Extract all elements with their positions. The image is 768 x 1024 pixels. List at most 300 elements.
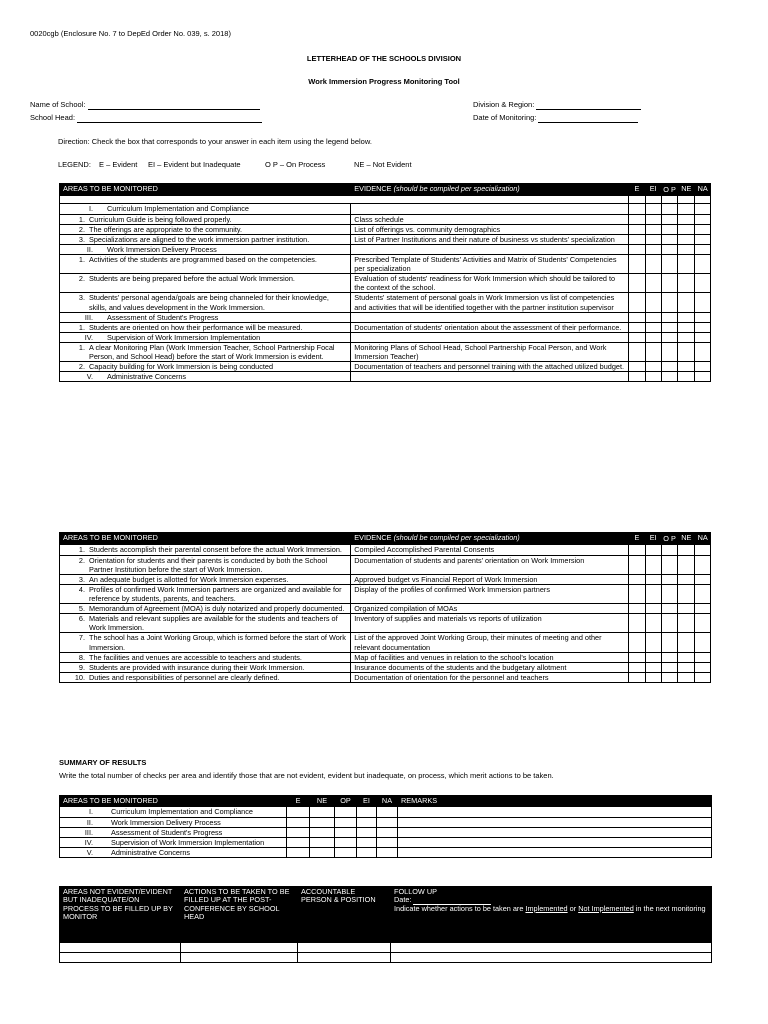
summary-e-cell[interactable] — [287, 847, 310, 857]
checkbox-na[interactable] — [694, 204, 710, 214]
checkbox-ei[interactable] — [645, 274, 661, 293]
table-row — [60, 343, 711, 362]
evidence-cell: Class schedule — [351, 214, 629, 224]
evidence-cell: Organized compilation of MOAs — [351, 604, 629, 614]
checkbox-e[interactable] — [629, 343, 645, 362]
checkbox-op[interactable] — [661, 312, 677, 322]
checkbox-ne[interactable] — [678, 322, 694, 332]
checkbox-ei[interactable] — [645, 372, 661, 382]
summary-row — [60, 807, 712, 817]
summary-op-cell[interactable] — [335, 837, 357, 847]
checkbox-op[interactable] — [661, 362, 677, 372]
item-text: Work Immersion Delivery Process — [107, 244, 217, 254]
item-text: Students are oriented on how their performance will be measured. — [89, 322, 303, 332]
checkbox-ne[interactable] — [678, 672, 694, 682]
checkbox-ei[interactable] — [645, 224, 661, 234]
checkbox-ne[interactable] — [678, 633, 694, 652]
checkbox-na[interactable] — [694, 293, 710, 312]
item-number: 1. — [78, 322, 85, 332]
area-cell — [60, 604, 351, 614]
item-text: Supervision of Work Immersion Implementation — [107, 332, 261, 342]
header-areas: AREAS TO BE MONITORED — [60, 184, 351, 196]
evidence-cell — [351, 204, 629, 214]
section-row — [60, 204, 711, 214]
summary-ne-cell[interactable] — [310, 817, 335, 827]
item-text: Memorandum of Agreement (MOA) is duly notarized and properly documented. — [89, 604, 345, 614]
evidence-cell: List of offerings vs. community demographics — [351, 224, 629, 234]
area-cell — [60, 545, 351, 555]
evidence-cell: Display of the profiles of confirmed Work Immersion partners — [351, 584, 629, 603]
table-row — [60, 545, 711, 555]
checkbox-e[interactable] — [629, 372, 645, 382]
checkbox-ne[interactable] — [678, 204, 694, 214]
summary-ei-cell[interactable] — [357, 837, 377, 847]
checkbox-na[interactable] — [694, 614, 710, 633]
table-row — [60, 672, 711, 682]
checkbox-ne[interactable] — [678, 584, 694, 603]
checkbox-e[interactable] — [629, 574, 645, 584]
checkbox-na[interactable] — [694, 214, 710, 224]
summary-e-cell[interactable] — [287, 827, 310, 837]
checkbox-e[interactable] — [629, 204, 645, 214]
checkbox-ei[interactable] — [645, 604, 661, 614]
school-name-field[interactable] — [30, 101, 260, 110]
summary-e-cell[interactable] — [287, 837, 310, 847]
summary-na-cell[interactable] — [377, 827, 398, 837]
checkbox-na[interactable] — [694, 555, 710, 574]
legend-label: LEGEND: — [58, 160, 91, 169]
checkbox-ei[interactable] — [645, 633, 661, 652]
area-cell — [60, 255, 351, 274]
summary-header-op: OP — [335, 796, 357, 807]
checkbox-ei[interactable] — [645, 204, 661, 214]
checkbox-op[interactable] — [661, 343, 677, 362]
checkbox-ei[interactable] — [645, 234, 661, 244]
evidence-cell: Documentation of students and parents' orientation on Work Immersion — [351, 555, 629, 574]
checkbox-ne[interactable] — [678, 312, 694, 322]
item-number: 3. — [78, 293, 85, 303]
checkbox-na[interactable] — [694, 224, 710, 234]
summary-area-cell — [60, 827, 287, 837]
area-cell — [60, 332, 351, 342]
area-cell — [60, 204, 351, 214]
checkbox-na[interactable] — [694, 255, 710, 274]
section-row — [60, 332, 711, 342]
action-row — [60, 943, 712, 953]
legend-ne: NE – Not Evident — [354, 160, 412, 169]
checkbox-e[interactable] — [629, 332, 645, 342]
item-text: An adequate budget is allotted for Work Immersion expenses. — [89, 574, 289, 584]
checkbox-e[interactable] — [629, 555, 645, 574]
checkbox-ne[interactable] — [678, 274, 694, 293]
item-number: 2. — [78, 224, 85, 234]
item-number: I. — [88, 204, 93, 214]
checkbox-na[interactable] — [694, 584, 710, 603]
summary-header-remarks: REMARKS — [398, 796, 712, 807]
checkbox-op[interactable] — [661, 234, 677, 244]
summary-remarks-cell[interactable] — [398, 847, 712, 857]
legend-op: O P – On Process — [265, 160, 326, 169]
item-text: Curriculum Guide is being followed properly. — [89, 214, 232, 224]
checkbox-na[interactable] — [694, 633, 710, 652]
checkbox-e[interactable] — [629, 234, 645, 244]
checkbox-na[interactable] — [694, 372, 710, 382]
item-number: 9. — [78, 662, 85, 672]
summary-remarks-cell[interactable] — [398, 807, 712, 817]
summary-instruction: Write the total number of checks per area and identify those that are not evident, evident but inadequate, on process, which merit actions to be taken. — [59, 771, 554, 780]
header-op: O P — [663, 185, 676, 194]
checkbox-ne[interactable] — [678, 362, 694, 372]
summary-remarks-cell[interactable] — [398, 817, 712, 827]
summary-ei-cell[interactable] — [357, 847, 377, 857]
table-row — [60, 614, 711, 633]
document-reference: 0020cgb (Enclosure No. 7 to DepEd Order No. 039, s. 2018) — [30, 29, 231, 38]
action-row — [60, 953, 712, 963]
section-row — [60, 312, 711, 322]
summary-ne-cell[interactable] — [310, 827, 335, 837]
area-cell — [60, 274, 351, 293]
checkbox-na[interactable] — [694, 652, 710, 662]
item-number: I. — [88, 807, 93, 817]
summary-title: SUMMARY OF RESULTS — [59, 758, 147, 767]
action-header-areas: AREAS NOT EVIDENT/EVIDENT BUT INADEQUATE/ON PROCESS TO BE FILLED UP BY MONITOR — [60, 887, 181, 943]
item-text: The offerings are appropriate to the community. — [89, 224, 243, 234]
checkbox-ei[interactable] — [645, 255, 661, 274]
area-cell — [60, 372, 351, 382]
summary-header-e: E — [287, 796, 310, 807]
evidence-cell: Insurance documents of the students and the budgetary allotment — [351, 662, 629, 672]
area-cell — [60, 244, 351, 254]
table-header-row — [60, 533, 711, 545]
checkbox-ei[interactable] — [645, 652, 661, 662]
item-number: III. — [84, 312, 93, 322]
checkbox-ne[interactable] — [678, 224, 694, 234]
summary-ei-cell[interactable] — [357, 807, 377, 817]
summary-ne-cell[interactable] — [310, 807, 335, 817]
header-na: NA — [694, 184, 710, 196]
checkbox-op[interactable] — [661, 555, 677, 574]
item-number: 2. — [78, 274, 85, 284]
item-number: 3. — [78, 234, 85, 244]
school-head-field[interactable] — [30, 114, 262, 123]
checkbox-na[interactable] — [694, 604, 710, 614]
checkbox-op[interactable] — [661, 322, 677, 332]
division-region-label: Division & Region: — [473, 100, 535, 109]
checkbox-op[interactable] — [661, 574, 677, 584]
checkbox-op[interactable] — [661, 614, 677, 633]
header-e: E — [629, 184, 645, 196]
checkbox-ei[interactable] — [645, 574, 661, 584]
table-row — [60, 362, 711, 372]
item-text: The facilities and venues are accessible to teachers and students. — [89, 652, 302, 662]
item-number: 3. — [78, 574, 85, 584]
summary-na-cell[interactable] — [377, 837, 398, 847]
area-cell — [60, 362, 351, 372]
school-name-input[interactable] — [88, 109, 260, 110]
evidence-cell — [351, 332, 629, 342]
checkbox-e[interactable] — [629, 584, 645, 603]
area-cell — [60, 224, 351, 234]
header-op: O P — [663, 534, 676, 543]
checkbox-ne[interactable] — [678, 652, 694, 662]
item-text: Work Immersion Delivery Process — [111, 817, 221, 827]
action-header-accountable: ACCOUNTABLE PERSON & POSITION — [298, 887, 391, 943]
checkbox-ne[interactable] — [678, 214, 694, 224]
checkbox-e[interactable] — [629, 255, 645, 274]
school-head-label: School Head: — [30, 113, 76, 122]
summary-area-cell — [60, 847, 287, 857]
item-text: Orientation for students and their parents is conducted by both the School Partner Institution before the start of Work Immersion. — [89, 555, 328, 574]
checkbox-op[interactable] — [661, 604, 677, 614]
table-row — [60, 633, 711, 652]
checkbox-na[interactable] — [694, 332, 710, 342]
checkbox-na[interactable] — [694, 362, 710, 372]
checkbox-op[interactable] — [661, 204, 677, 214]
evidence-cell — [351, 312, 629, 322]
checkbox-e[interactable] — [629, 652, 645, 662]
checkbox-ei[interactable] — [645, 662, 661, 672]
summary-na-cell[interactable] — [377, 817, 398, 827]
checkbox-e[interactable] — [629, 312, 645, 322]
summary-e-cell[interactable] — [287, 807, 310, 817]
checkbox-ei[interactable] — [645, 293, 661, 312]
checkbox-ne[interactable] — [678, 343, 694, 362]
item-number: IV. — [84, 332, 93, 342]
checkbox-e[interactable] — [629, 604, 645, 614]
item-text: Curriculum Implementation and Compliance — [111, 807, 253, 817]
checkbox-e[interactable] — [629, 662, 645, 672]
item-text: Administrative Concerns — [107, 372, 187, 382]
checkbox-e[interactable] — [629, 293, 645, 312]
checkbox-op[interactable] — [661, 214, 677, 224]
checkbox-op[interactable] — [661, 672, 677, 682]
summary-op-cell[interactable] — [335, 807, 357, 817]
checkbox-op[interactable] — [661, 274, 677, 293]
checkbox-na[interactable] — [694, 672, 710, 682]
summary-op-cell[interactable] — [335, 827, 357, 837]
school-name-label: Name of School: — [30, 100, 86, 109]
followup-title: FOLLOW UP — [394, 887, 437, 896]
checkbox-ei[interactable] — [645, 362, 661, 372]
item-text: Capacity building for Work Immersion is being conducted — [89, 362, 273, 372]
evidence-cell: List of the approved Joint Working Group, their minutes of meeting and other relevant documentation — [351, 633, 629, 652]
division-region-field[interactable] — [473, 101, 641, 110]
checkbox-op[interactable] — [661, 652, 677, 662]
checkbox-op[interactable] — [661, 293, 677, 312]
date-monitoring-input[interactable] — [538, 122, 638, 123]
table-row — [60, 652, 711, 662]
checkbox-ne[interactable] — [678, 332, 694, 342]
checkbox-na[interactable] — [694, 343, 710, 362]
checkbox-e[interactable] — [629, 633, 645, 652]
checkbox-na[interactable] — [694, 312, 710, 322]
item-number: 1. — [78, 255, 85, 265]
summary-ei-cell[interactable] — [357, 817, 377, 827]
table-row — [60, 662, 711, 672]
checkbox-ei[interactable] — [645, 332, 661, 342]
checkbox-ei[interactable] — [645, 343, 661, 362]
checkbox-e[interactable] — [629, 274, 645, 293]
date-monitoring-field[interactable] — [473, 114, 638, 123]
item-text: The school has a Joint Working Group, which is formed before the start of Work Immersion. — [89, 633, 346, 652]
item-number: III. — [84, 827, 93, 837]
date-monitoring-label: Date of Monitoring: — [473, 113, 537, 122]
evidence-cell: Inventory of supplies and materials vs reports of utilization — [351, 614, 629, 633]
checkbox-na[interactable] — [694, 574, 710, 584]
checkbox-ei[interactable] — [645, 555, 661, 574]
checkbox-ne[interactable] — [678, 574, 694, 584]
item-text: Specializations are aligned to the work immersion partner institution. — [89, 234, 310, 244]
summary-remarks-cell[interactable] — [398, 837, 712, 847]
checkbox-na[interactable] — [694, 244, 710, 254]
checkbox-e[interactable] — [629, 244, 645, 254]
summary-ne-cell[interactable] — [310, 847, 335, 857]
header-evidence: EVIDENCE (should be compiled per specialization) — [351, 184, 629, 196]
area-cell — [60, 614, 351, 633]
checkbox-op[interactable] — [661, 545, 677, 555]
evidence-cell: Documentation of teachers and personnel training with the attached utilized budget. — [351, 362, 629, 372]
header-ei: EI — [645, 184, 661, 196]
area-cell — [60, 343, 351, 362]
summary-row — [60, 837, 712, 847]
item-number: V. — [86, 847, 93, 857]
checkbox-ei[interactable] — [645, 312, 661, 322]
checkbox-ne[interactable] — [678, 372, 694, 382]
item-number: 2. — [78, 555, 85, 565]
item-text: Assessment of Student's Progress — [111, 827, 223, 837]
item-number: 8. — [78, 652, 85, 662]
item-number: 1. — [78, 214, 85, 224]
checkbox-ne[interactable] — [678, 244, 694, 254]
action-table — [59, 886, 712, 963]
checkbox-ne[interactable] — [678, 555, 694, 574]
evidence-cell: Map of facilities and venues in relation to the school's location — [351, 652, 629, 662]
summary-area-cell — [60, 807, 287, 817]
item-text: Assessment of Student's Progress — [107, 312, 219, 322]
checkbox-ei[interactable] — [645, 584, 661, 603]
evidence-cell: Documentation of orientation for the personnel and teachers — [351, 672, 629, 682]
checkbox-ne[interactable] — [678, 614, 694, 633]
followup-date[interactable]: Date: — [394, 896, 708, 904]
checkbox-ei[interactable] — [645, 322, 661, 332]
summary-table — [59, 795, 712, 858]
checkbox-e[interactable] — [629, 224, 645, 234]
area-cell — [60, 584, 351, 603]
summary-row — [60, 827, 712, 837]
checkbox-ei[interactable] — [645, 214, 661, 224]
item-number: 1. — [78, 545, 85, 555]
checkbox-ne[interactable] — [678, 293, 694, 312]
area-cell — [60, 214, 351, 224]
checkbox-e[interactable] — [629, 322, 645, 332]
header-ne: NE — [678, 184, 694, 196]
checkbox-ei[interactable] — [645, 545, 661, 555]
section-row — [60, 372, 711, 382]
header-ei: EI — [645, 533, 661, 545]
item-number: II. — [86, 817, 93, 827]
summary-ne-cell[interactable] — [310, 837, 335, 847]
checkbox-e[interactable] — [629, 614, 645, 633]
school-head-input[interactable] — [77, 122, 262, 123]
item-text: Profiles of confirmed Work Immersion partners are organized and available for reference by students, parents, and teachers. — [89, 584, 342, 604]
evidence-cell: Compiled Accomplished Parental Consents — [351, 545, 629, 555]
summary-remarks-cell[interactable] — [398, 827, 712, 837]
area-cell — [60, 574, 351, 584]
summary-ei-cell[interactable] — [357, 827, 377, 837]
header-areas: AREAS TO BE MONITORED — [60, 533, 351, 545]
checkbox-ne[interactable] — [678, 255, 694, 274]
summary-na-cell[interactable] — [377, 807, 398, 817]
area-cell — [60, 652, 351, 662]
legend — [58, 161, 478, 170]
checkbox-ne[interactable] — [678, 604, 694, 614]
evidence-cell: Monitoring Plans of School Head, School Partnership Focal Person, and Work Immersion Teacher) — [351, 343, 629, 362]
summary-area-cell — [60, 837, 287, 847]
item-number: 6. — [78, 614, 85, 624]
checkbox-op[interactable] — [661, 224, 677, 234]
checkbox-op[interactable] — [661, 332, 677, 342]
item-text: A clear Monitoring Plan (Work Immersion Teacher, School Partnership Focal Person, and School Head) before the start of Work Immersion is evident. — [89, 343, 335, 362]
checkbox-op[interactable] — [661, 255, 677, 274]
area-cell — [60, 555, 351, 574]
legend-e: E – Evident — [99, 160, 138, 169]
table-row — [60, 322, 711, 332]
summary-na-cell[interactable] — [377, 847, 398, 857]
checkbox-na[interactable] — [694, 274, 710, 293]
summary-header-ei: EI — [357, 796, 377, 807]
checkbox-ne[interactable] — [678, 545, 694, 555]
item-text: Curriculum Implementation and Compliance — [107, 204, 249, 214]
checkbox-ei[interactable] — [645, 672, 661, 682]
checkbox-op[interactable] — [661, 584, 677, 603]
checkbox-na[interactable] — [694, 234, 710, 244]
checkbox-e[interactable] — [629, 214, 645, 224]
table-row — [60, 214, 711, 224]
item-text: Students' personal agenda/goals are being channeled for their knowledge, skills, and values development in the Work Immersion. — [89, 293, 329, 312]
section-row — [60, 244, 711, 254]
checkbox-op[interactable] — [661, 633, 677, 652]
checkbox-op[interactable] — [661, 372, 677, 382]
summary-op-cell[interactable] — [335, 817, 357, 827]
checkbox-na[interactable] — [694, 322, 710, 332]
item-text: Administrative Concerns — [111, 847, 191, 857]
checkbox-e[interactable] — [629, 545, 645, 555]
checkbox-ei[interactable] — [645, 614, 661, 633]
action-header-followup — [391, 887, 712, 943]
item-text: Activities of the students are programmed based on the competencies. — [89, 255, 317, 265]
summary-e-cell[interactable] — [287, 817, 310, 827]
checkbox-e[interactable] — [629, 672, 645, 682]
evidence-cell: Documentation of students' orientation about the assessment of their performance. — [351, 322, 629, 332]
checkbox-ne[interactable] — [678, 234, 694, 244]
checkbox-ei[interactable] — [645, 244, 661, 254]
summary-op-cell[interactable] — [335, 847, 357, 857]
table-row — [60, 274, 711, 293]
checkbox-e[interactable] — [629, 362, 645, 372]
checkbox-ne[interactable] — [678, 662, 694, 672]
division-region-input[interactable] — [536, 109, 641, 110]
checkbox-na[interactable] — [694, 662, 710, 672]
checkbox-na[interactable] — [694, 545, 710, 555]
checkbox-op[interactable] — [661, 662, 677, 672]
item-number: IV. — [84, 837, 93, 847]
summary-row — [60, 847, 712, 857]
header-ne: NE — [678, 533, 694, 545]
table-row — [60, 293, 711, 312]
area-cell — [60, 234, 351, 244]
header-e: E — [629, 533, 645, 545]
checkbox-op[interactable] — [661, 244, 677, 254]
